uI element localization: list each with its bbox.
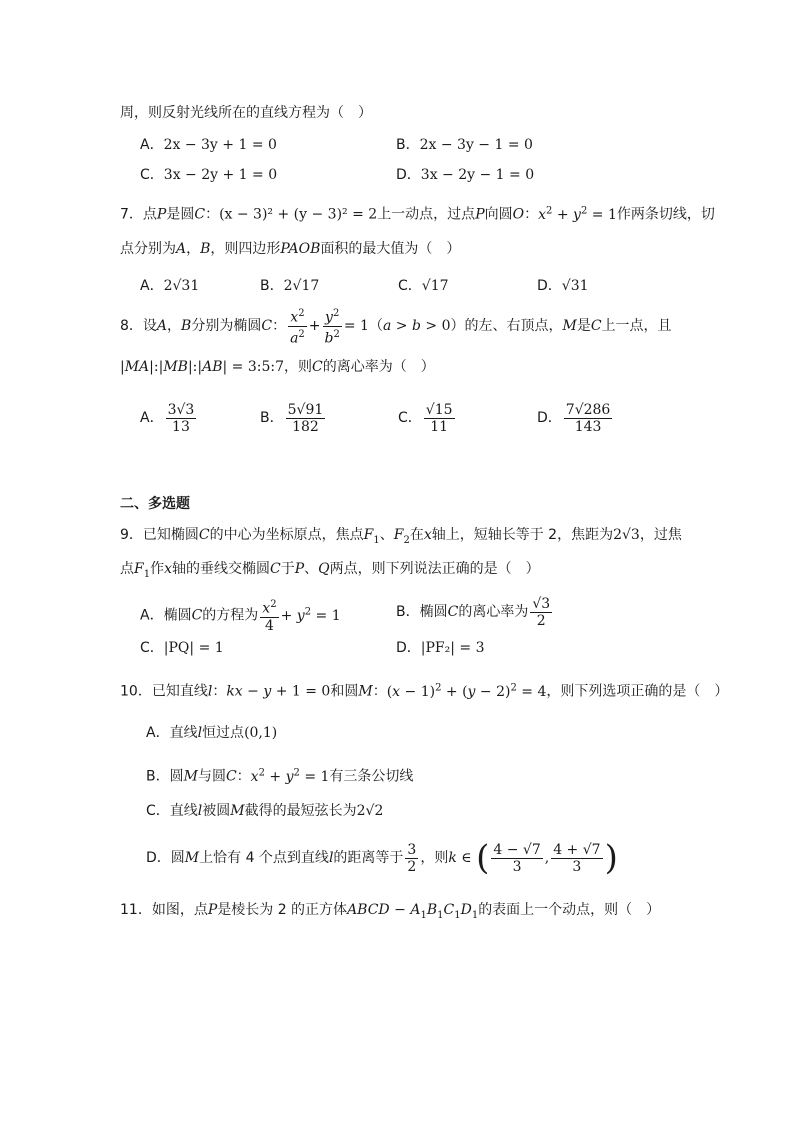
q10-option-c: C．直线l被圆M截得的最短弦长为2√2 [146, 803, 384, 819]
text: 有三条公切线 [329, 768, 414, 785]
intro-text: 周，则反射光线所在的直线方程为（ ） [120, 105, 372, 121]
text: 上一动点，过点 [377, 206, 476, 223]
q7-line-2: 点分别为A，B，则四边形PAOB面积的最大值为（ ） [120, 241, 461, 257]
fraction: $\frac{7√286}{143}$ [565, 401, 611, 435]
text: 的离心率为 [458, 604, 529, 620]
option-label: A． [140, 410, 164, 426]
question-number: 10． [120, 683, 152, 700]
q8-line-2: |MA|:|MB|:|AB| = 3:5:7，则C的离心率为（ ） [120, 359, 435, 375]
text: ，则下列选项正确的是（ ） [546, 683, 729, 700]
q6-option-a [140, 135, 277, 155]
text: 的离心率为（ ） [322, 359, 435, 375]
fraction: $\frac{5√91}{182}$ [287, 401, 324, 435]
text: A．直线 [146, 725, 198, 741]
option-value: |PF₂| = 3 [420, 640, 485, 656]
q7-option-b [260, 276, 319, 296]
ellipse-frac-y: $\frac{y^2}{b^2}$ [324, 308, 340, 347]
text: （ [368, 318, 383, 335]
q10-option-a: A．直线l恒过点(0,1) [146, 725, 278, 741]
text: 被圆 [202, 803, 231, 819]
text: 的中心为坐标原点，焦点 [209, 527, 364, 543]
fraction: $\frac{x^2}{4}$ [262, 599, 277, 634]
q7-line-1: 7．点P是圆C：(x − 3)² + (y − 3)² = 2上一动点，过点P向圆O：$x^2 + y^2 = 1$作两条切线，切 [120, 205, 715, 223]
q9-option-d [396, 638, 485, 658]
fraction: $\frac{√3}{2}$ [532, 595, 551, 629]
text: 轴的垂线交椭圆 [172, 561, 270, 577]
option-value: 2√31 [163, 278, 200, 294]
option-label: D． [396, 640, 421, 656]
q7-option-d [537, 276, 589, 296]
option-label: C． [398, 410, 422, 426]
option-expr: 2x − 3y + 1 = 0 [163, 137, 277, 153]
option-value: 2√17 [283, 278, 320, 294]
intro-line [120, 103, 372, 123]
q7-option-c [398, 276, 449, 296]
text: 点分别为 [120, 241, 176, 257]
ratio: 3:5:7 [247, 359, 285, 375]
section-heading: 二、多选题 [120, 496, 190, 512]
text: 如图，点 [151, 902, 208, 918]
option-value: √31 [561, 278, 589, 294]
option-expr: 3x − 2y − 1 = 0 [420, 167, 535, 183]
fraction: $\frac{4 + √7}{3}$ [553, 841, 601, 875]
point: (0,1) [244, 725, 278, 741]
text: 上一点，且 [601, 318, 672, 335]
text: 和圆 [330, 683, 359, 700]
text: ，则四边形 [210, 241, 281, 257]
option-expr: 3x − 2y + 1 = 0 [163, 167, 278, 183]
q6-option-d [396, 165, 534, 185]
text: 点 [120, 561, 134, 577]
text: 轴上，短轴长等于 2，焦距为 [431, 527, 614, 543]
text: ，则 [420, 850, 449, 866]
text: D．圆 [146, 850, 185, 866]
q6-option-b [396, 135, 533, 155]
option-label: C． [140, 167, 164, 183]
text: 向圆 [484, 206, 513, 223]
text: 两点，则下列说法正确的是（ ） [329, 561, 540, 577]
ellipse-frac-x: $\frac{x^2}{a^2}$ [290, 308, 305, 347]
text: 于 [280, 561, 295, 577]
question-number: 7． [120, 206, 143, 223]
fraction: $\frac{3}{2}$ [407, 841, 417, 875]
option-label: D． [396, 167, 421, 183]
question-number: 9． [120, 527, 143, 543]
text: C．直线 [146, 803, 198, 819]
text: 在 [409, 527, 424, 543]
option-label: A． [140, 278, 164, 294]
text: 是圆 [166, 206, 195, 223]
q7-option-a [140, 276, 199, 296]
text: 的方程为 [202, 607, 259, 624]
circle-equation: (x − 3)² + (y − 3)² = 2 [219, 206, 378, 223]
option-label: B． [260, 410, 284, 426]
text: 作两条切线，切 [616, 206, 715, 223]
q9-line-2: 点$F_1$作x轴的垂线交椭圆C于P、Q两点，则下列说法正确的是（ ） [120, 561, 540, 580]
text: 是棱长为 2 的正方体 [217, 902, 348, 918]
q8-line-1: 8．设A，B分别为椭圆C： $\frac{x^2}{a^2}$ + $\frac{y^2}{b^2}$ = 1（a > b > 0）的左、右顶点，M是C上一点，且 [120, 308, 672, 347]
text: 面积的最大值为（ ） [320, 241, 461, 257]
text: ，过焦 [639, 527, 682, 543]
text: 的距离等于 [333, 850, 404, 866]
q8-option-b [260, 398, 327, 438]
q11-line-1: 11．如图，点P是棱长为 2 的正方体ABCD − $A_1B_1C_1D_1$的表面上一个动点，则（ ） [120, 902, 661, 921]
text: 点 [142, 206, 157, 223]
q8-option-d [537, 398, 614, 438]
option-label: C． [398, 278, 422, 294]
option-label: B． [260, 278, 284, 294]
q10-line-1: 10．已知直线l：kx − y + 1 = 0和圆M：$(x - 1)^2 + (y - 2)^2 = 4$，则下列选项正确的是（ ） [120, 682, 729, 700]
text: ）的左、右顶点， [450, 318, 563, 335]
text: 恒过点 [202, 725, 245, 741]
q9-line-1: 9．已知椭圆C的中心为坐标原点，焦点$F_1$、$F_2$在x轴上，短轴长等于 2，焦距为2√3，过焦 [120, 527, 682, 546]
option-label: D． [537, 278, 562, 294]
q8-option-c [398, 398, 457, 438]
q9-option-b: B．椭圆C的离心率为 $\frac{√3}{2}$ [396, 595, 551, 629]
option-value: |PQ| = 1 [163, 640, 224, 656]
option-label: D． [537, 410, 562, 426]
text: 分别为椭圆 [191, 318, 262, 335]
q9-option-a: A．椭圆C的方程为 $\frac{x^2}{4}$ + $y^2 = 1$ [140, 599, 341, 634]
q10-option-d: D．圆M上恰有 4 个点到直线l的距离等于 $\frac{3}{2}$ ，则k ∈ ( $\frac{4 - √7}{3}$ , $\frac{4 + √7}{3}$ ) [146, 838, 618, 878]
question-number: 11． [120, 902, 152, 918]
option-label: A． [140, 137, 164, 153]
q8-option-a [140, 398, 198, 438]
text: B．圆 [146, 768, 184, 785]
text: 与圆 [197, 768, 226, 785]
text: ，则 [284, 359, 313, 375]
text: A．椭圆 [140, 607, 192, 624]
option-label: C． [140, 640, 164, 656]
text: 已知直线 [151, 683, 208, 700]
text: B．椭圆 [396, 604, 448, 620]
q6-option-c [140, 165, 277, 185]
text: 截得的最短弦长为 [244, 803, 357, 819]
option-expr: 2x − 3y − 1 = 0 [419, 137, 533, 153]
text: 上恰有 4 个点到直线 [199, 850, 329, 866]
fraction: $\frac{3√3}{13}$ [167, 401, 195, 435]
question-number: 8． [120, 318, 143, 335]
q10-option-b: B．圆M与圆C：$x^2 + y^2 = 1$有三条公切线 [146, 767, 414, 785]
q9-option-c [140, 638, 224, 658]
fraction: $\frac{4 - √7}{3}$ [493, 841, 541, 875]
fraction: $\frac{√15}{11}$ [425, 401, 453, 435]
option-label: B． [396, 137, 420, 153]
text: 是 [576, 318, 591, 335]
text: 已知椭圆 [142, 527, 199, 543]
text: 的表面上一个动点，则（ ） [478, 902, 661, 918]
text: 设 [142, 318, 157, 335]
option-value: √17 [421, 278, 449, 294]
text: 作 [150, 561, 165, 577]
